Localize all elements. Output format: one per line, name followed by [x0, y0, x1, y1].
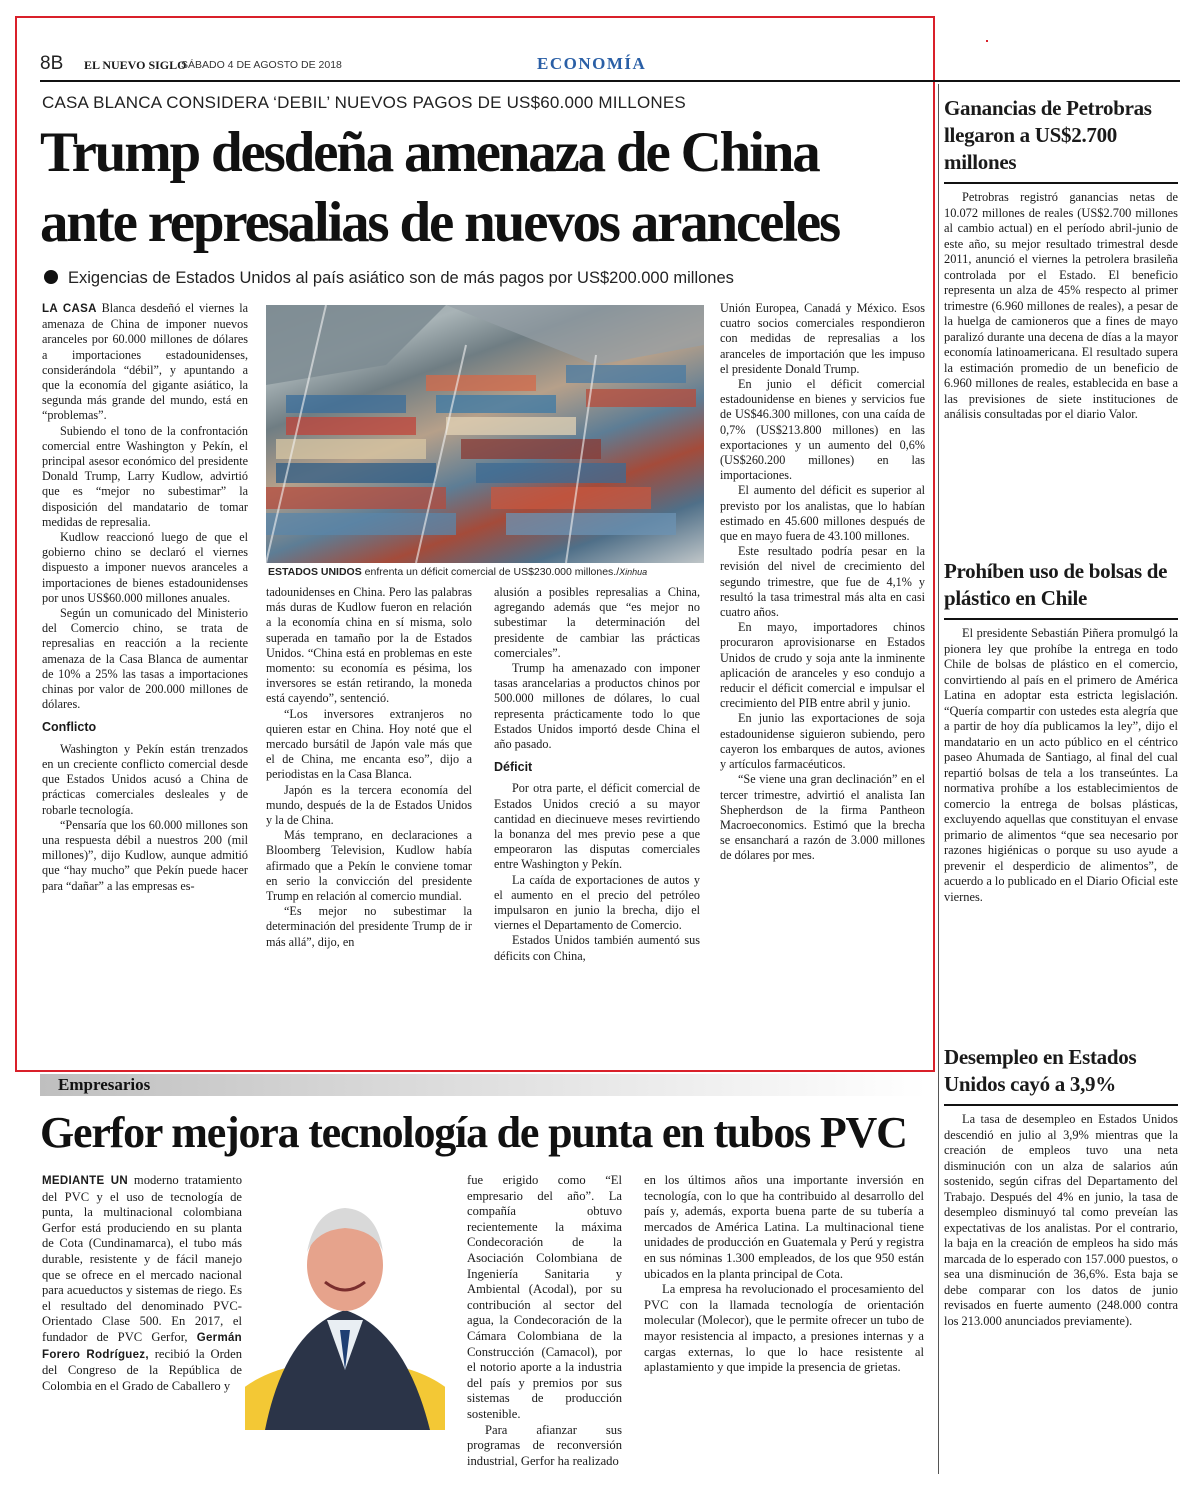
paragraph: Blanca desdeñó el viernes la amenaza de China de imponer nuevos aranceles por 60.000 millones de dólares a importaciones estadounidenses, considerándola “débil”, y apuntando a que la economía del gigante asiático, la segunda más grande del mundo, está en “problemas”.	[42, 301, 248, 423]
masthead	[40, 53, 930, 83]
paragraph: Subiendo el tono de la confrontación comercial entre Washington y Pekín, el principal asesor económico del presidente Donald Trump, Larry Kudlow, advirtió que es “mejor no subestimar” la disposición del mandatario de tomar medidas de represalia.	[42, 423, 248, 529]
second-col-3	[644, 1173, 924, 1376]
subhead-text: Exigencias de Estados Unidos al país asiático son de más pagos por US$200.000 millones	[68, 269, 734, 287]
main-col-2	[266, 585, 472, 950]
paragraph: Japón es la tercera economía del mundo, después de la de Estados Unidos y la de China.	[266, 782, 472, 828]
paragraph: Washington y Pekín están trenzados en un creciente conflicto comercial desde que Estados Unidos acusó a China de prácticas comerciales desleales y de robarle tecnología.	[42, 741, 248, 817]
container-port-illustration	[266, 305, 704, 563]
paragraph: En junio el déficit comercial estadounidense en bienes y servicios fue de US$46.300 millones, con una caída de 0,7% (US$213.800 millones) en las exportaciones y un aumento del 0,6% (US$260.200 millones) en las importaciones.	[720, 377, 925, 483]
subhead-deficit: Déficit	[494, 760, 533, 775]
paragraph: La caída de exportaciones de autos y el aumento en el precio del petróleo impulsaron en junio la brecha, dijo el viernes el Departamento de Comercio.	[494, 872, 700, 933]
paragraph: La empresa ha revolucionado el procesamiento del PVC con la llamada tecnología de orientación molecular (Molecor), que le permite ofrecer un tubo de mayor resistencia al impacto, a presiones internas y a cargas externas, lo que lo hace resistente al aplastamiento y que impide la presencia de grietas.	[644, 1282, 924, 1375]
section-name: ECONOMÍA	[537, 54, 647, 73]
paragraph: moderno tratamiento del PVC y el uso de tecnología de punta, la multinacional colombiana Gerfor está produciendo en su planta de Cota (Cundinamarca), el tubo más durable, resistente y de fácil manejo que se ofrece en el mercado nacional para acueductos y sistemas de riego. Es el resultado del denominado PVC-Orientado Clase 500. En 2017, el fundador de PVC Gerfor,	[42, 1173, 242, 1344]
paragraph: “Los inversores extranjeros no quieren estar en China. Hoy noté que el mercado bursátil de Japón vale más que el de China, me encanta eso”, dijo a periodistas en la Casa Blanca.	[266, 706, 472, 782]
subhead	[44, 269, 924, 288]
paragraph: en los últimos años una importante inversión en tecnología, con lo que ha contribuido al desarrollo del país y, además, exporta buena parte de su tubería a mercados de América Latina. La multinacional tiene unidades de producción en Guatemala y Perú y registra en sus nóminas 1.300 empleados, de los que 950 están ubicados en la planta principal de Cota.	[644, 1173, 924, 1281]
paragraph: “Pensaría que los 60.000 millones son una respuesta débil a nuestros 200 (mil millones)”, dijo Kudlow, aunque admitió que “hay mucho” que Pekín puede hacer para “dañar” a las empresas es-	[42, 817, 248, 893]
second-col-2	[372, 1173, 622, 1469]
caption-lead: ESTADOS UNIDOS	[268, 566, 362, 578]
kicker: CASA BLANCA CONSIDERA ‘DEBIL’ NUEVOS PAGOS DE US$60.000 MILLONES	[42, 93, 686, 112]
paragraph: recibió la Orden del Congreso de la República de Colombia en el Grado de Caballero y	[42, 1346, 242, 1393]
main-col-1	[42, 301, 248, 894]
second-col-1	[42, 1173, 242, 1394]
port-photo	[266, 305, 704, 563]
section-tag: Empresarios	[58, 1075, 151, 1094]
masthead-rule	[40, 80, 1180, 82]
caption-text: enfrenta un déficit comercial de US$230.000 millones./	[361, 566, 620, 578]
sidebar-headline: Desempleo en Estados Unidos cayó a 3,9%	[944, 1045, 1137, 1096]
paragraph: Este resultado podría pesar en la revisión del nivel de crecimiento del segundo trimestre, que fue de 4,1% y resultó la tasa trimestral más alta en casi cuatro años.	[720, 544, 925, 620]
paragraph: Para afianzar sus programas de reconversión industrial, Gerfor ha realizado	[467, 1422, 622, 1468]
paragraph: Según un comunicado del Ministerio del Comercio chino, se trata de represalias en reacción a la reciente amenaza de la Casa Blanca de aumentar de 10% a 25% las tasas a importaciones chinas por valor de 200.000 millones de dólares.	[42, 606, 248, 712]
headline-line-1: Trump desdeña amenaza de China	[40, 121, 819, 184]
paragraph: Trump ha amenazado con imponer tasas arancelarias a productos chinos por 500.000 millones de dólares, lo cual representa prácticamente todo lo que Estados Unidos importó desde China el año pasado.	[494, 661, 700, 752]
paragraph: “Es mejor no subestimar la determinación del presidente Trump de ir más allá”, dijo, en	[266, 904, 472, 949]
paragraph: alusión a posibles represalias a China, agregando además que “es mejor no subestimar la determinación del presidente de cambiar las prácticas comerciales”.	[494, 585, 700, 660]
subhead-conflicto: Conflicto	[42, 720, 97, 735]
page-number: 8B	[40, 53, 64, 74]
sidebar-rule	[944, 618, 1178, 620]
paragraph: El aumento del déficit es superior al previsto por los analistas, que lo habían estimado en 45.600 millones después de que en mayo fuera de 43.100 millones.	[720, 483, 925, 544]
sidebar-body: La tasa de desempleo en Estados Unidos descendió en julio al 3,9% mientras que la creación de empleos tuvo una neta disminución con un alza de salarios aún sostenido, según cifras del Departamento del Trabajo. Después del 4% en junio, la tasa de desempleo disminuyó tal como preveían las expectativas de los analistas. Por el contrario, la baja en la creación de empleos ha sido más marcada de lo esperado con 157.000 puestos, o sea una disminución de 36,6%. Esta baja se debe comparar con los datos de junio revisados en fuerte aumento (248.000 contra los 213.000 anunciados previamente).	[944, 1112, 1178, 1328]
paragraph: Kudlow reaccionó luego de que el gobierno chino se declaró el viernes dispuesto a imponer nuevos aranceles a importaciones de bienes estadounidenses por unos US$60.000 millones anuales.	[42, 530, 248, 605]
photo-caption	[268, 566, 708, 578]
paragraph: Más temprano, en declaraciones a Bloomberg Television, Kudlow había afirmado que a Pekín le conviene tomar en serio la convicción del presidente Trump en relación al comercio mundial.	[266, 828, 472, 904]
lead-caps: LA CASA	[42, 303, 97, 315]
sidebar-body: El presidente Sebastián Piñera promulgó la pionera ley que prohíbe la entrega en todo Chile de bolsas de plástico en el comercio, convirtiendo al país en el primero de América Latina en adoptar esta estricta legislación. “Quería compartir con ustedes esta alegría que a partir de hoy día publicamos la ley”, dijo el mandatario en un acto público en el céntrico paseo Ahumada de Santiago, al final del cual repartió bolsas de tela a los transeúntes. La normativa prohíbe a los establecimientos de comercio la entrega de bolsas plásticas, excluyendo aquellas que constituyan el envase primario de alimentos “que sea necesario por razones higiénicas o porque su uso ayude a prevenir el desperdicio de alimentos”, de acuerdo a lo publicado en el Diario Oficial este viernes.	[944, 626, 1178, 904]
bold-name: Germán Forero Rodríguez,	[42, 1331, 242, 1361]
headline-line-2: ante represalias de nuevos aranceles	[40, 191, 839, 254]
sidebar-story-bolsas	[944, 558, 1178, 905]
issue-date: SÁBADO 4 DE AGOSTO DE 2018	[181, 59, 342, 71]
paragraph: “Se viene una gran declinación” en el tercer trimestre, advirtió el analista Ian Shepherdson de la firma Pantheon Macroeconomics. Estimó que la brecha se ensanchará a razón de 3.000 millones de dólares por mes.	[720, 772, 925, 863]
lead-caps: MEDIANTE UN	[42, 1175, 128, 1187]
paragraph: En junio las exportaciones de soja estadounidense siguieron subiendo, pero cayeron los embarques de autos, aviones y artículos farmacéuticos.	[720, 711, 925, 772]
paragraph: En mayo, importadores chinos procuraron aprovisionarse en Estados Unidos de crudo y soja ante la inminente aplicación de aranceles y eso condujo a reducir el déficit comercial e impulsar el crecimiento del PIB entre abril y junio.	[720, 620, 925, 711]
paragraph: Unión Europea, Canadá y México. Esos cuatro socios comerciales respondieron con medidas de represalias a los aranceles de importación que les impuso el presidente Donald Trump.	[720, 301, 925, 376]
second-headline: Gerfor mejora tecnología de punta en tubos PVC	[40, 1108, 907, 1157]
main-col-3	[494, 585, 700, 964]
headline	[40, 118, 930, 258]
paragraph: Estados Unidos también aumentó sus déficits con China,	[494, 933, 700, 963]
sidebar-headline: Ganancias de Petrobras llegaron a US$2.700 millones	[944, 96, 1152, 174]
sidebar-rule	[944, 182, 1178, 184]
paragraph: tadounidenses en China. Pero las palabras más duras de Kudlow fueron en relación a la economía china en sí misma, solo superada en tamaño por la de Estados Unidos. “China está en problemas en este momento: su economía es pésima, los inversores se están retirando, la moneda está cayendo”, sentenció.	[266, 585, 472, 706]
sidebar-body: Petrobras registró ganancias netas de 10.072 millones de reales (US$2.700 millones al cambio actual) en el período abril-junio de este año, su mejor resultado trimestral desde 2011, anunció el viernes la petrolera brasileña controlada por el Estado. El beneficio representa un alza de 45% respecto al primer trimestre (6.960 millones de reales), a pesar de la huelga de camioneros que a fines de mayo paralizó durante una decena de días a la mayor economía latinoamericana. El resultado supera la estimación promedio de un beneficio de 6.960 millones de reales, establecida en base a las previsiones de siete instituciones de análisis consultadas por el diario Valor.	[944, 190, 1178, 421]
photo-credit: Xinhua	[619, 567, 648, 577]
section-tag-bar	[40, 1074, 926, 1096]
sidebar-divider	[938, 84, 939, 1474]
sidebar-rule	[944, 1104, 1178, 1106]
red-dot	[986, 40, 988, 42]
paper-name: EL NUEVO SIGLO	[84, 58, 187, 72]
bullet-icon	[44, 270, 58, 284]
sidebar-story-desempleo	[944, 1044, 1178, 1329]
sidebar-headline: Prohíben uso de bolsas de plástico en Chile	[944, 559, 1168, 610]
main-col-4	[720, 301, 925, 864]
sidebar-story-petrobras	[944, 95, 1178, 423]
paragraph: Por otra parte, el déficit comercial de Estados Unidos creció a su mayor cantidad en diecinueve meses revirtiendo la bonanza del mes previo pese a que empeoraron las disputas comerciales entre Washington y Pekín.	[494, 781, 700, 872]
paragraph: fue erigido como “El empresario del año”. La compañía obtuvo recientemente la máxima Condecoración de la Asociación Colombiana de Ingeniería Sanitaria y Ambiental (Acodal), por su contribución al sector del agua, la Condecoración de la Cámara Colombiana de la Construcción (Camacol), por el notorio aporte a la industria del país y premios por sus sistemas de producción sostenible.	[467, 1173, 622, 1421]
